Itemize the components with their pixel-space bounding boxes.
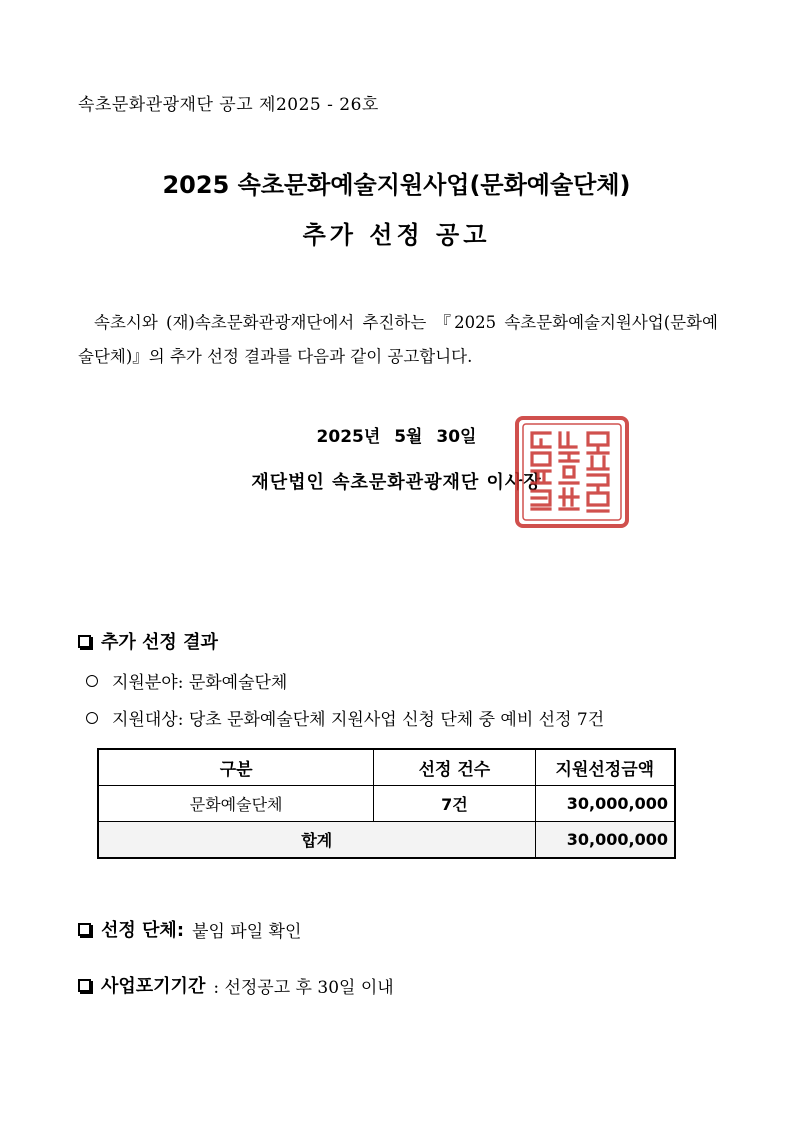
support-field-text: 지원분야: 문화예술단체 [112,673,288,693]
selected-groups-text: 붙임 파일 확인 [192,921,302,942]
issuer-name: 재단법인 속초문화관광재단 이사장 [251,472,542,493]
selected-groups-label: 선정 단체: [101,920,185,941]
checkbox-square-icon [78,635,91,648]
section-heading-results [78,628,218,654]
table-total-row [98,822,675,859]
circle-bullet-icon [86,712,98,724]
cell-count: 7건 [374,786,535,822]
announcement-number: 속초문화관광재단 공고 제2025 - 26호 [78,95,379,115]
cell-category: 문화예술단체 [98,786,374,822]
section-heading-results-label: 추가 선정 결과 [101,632,218,653]
section-heading-selected-groups [78,916,301,942]
section-heading-withdrawal-period [78,972,394,998]
intro-paragraph: 속초시와 (재)속초문화관광재단에서 추진하는 『2025 속초문화예술지원사업(문화예술단체)』의 추가 선정 결과를 다음과 같이 공고합니다. [78,313,718,366]
total-amount: 30,000,000 [535,822,675,859]
document-subtitle: 추가 선정 공고 [302,221,491,249]
official-seal-stamp [512,413,632,531]
document-title: 2025 속초문화예술지원사업(문화예술단체) [162,171,631,199]
header-count: 선정 건수 [374,749,535,786]
table-row [98,786,675,822]
total-label: 합계 [98,822,535,859]
results-table [97,748,676,859]
withdrawal-period-text: : 선정공고 후 30일 이내 [213,977,394,998]
header-amount: 지원선정금액 [535,749,675,786]
checkbox-square-icon [78,979,91,992]
table-header-row [98,749,675,786]
header-category: 구분 [98,749,374,786]
checkbox-square-icon [78,923,91,936]
announcement-date: 2025년 5월 30일 [316,427,477,447]
withdrawal-period-label: 사업포기기간 [101,976,206,997]
list-item [86,668,287,693]
circle-bullet-icon [86,675,98,687]
cell-amount: 30,000,000 [535,786,675,822]
support-target-text: 지원대상: 당초 문화예술단체 지원사업 신청 단체 중 예비 선정 7건 [112,710,605,730]
list-item [86,705,604,730]
